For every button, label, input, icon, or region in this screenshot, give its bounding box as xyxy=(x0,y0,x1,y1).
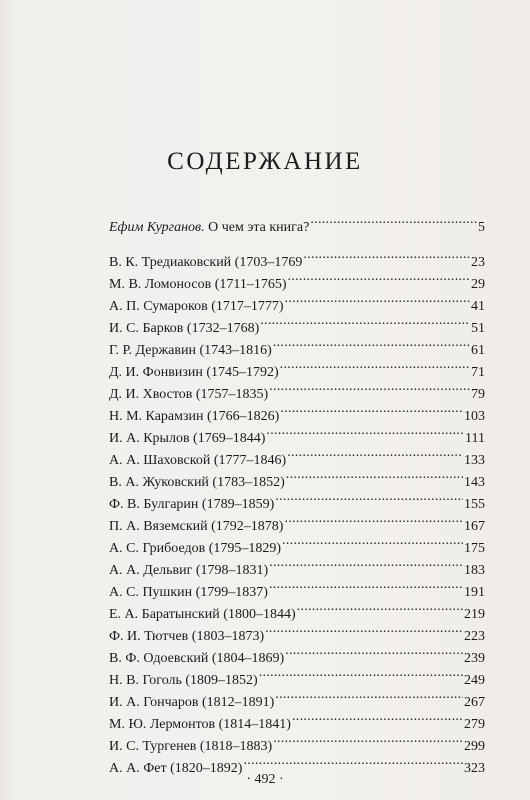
entry-page-number: 111 xyxy=(465,431,485,446)
entry-title: Ф. И. Тютчев (1803–1873) xyxy=(109,629,265,644)
entry-page-number: 133 xyxy=(464,453,485,468)
dot-leader xyxy=(280,398,463,420)
dot-leader xyxy=(297,596,463,618)
entry-page-number: 323 xyxy=(464,761,485,776)
entry-page-number: 239 xyxy=(464,651,485,666)
entry-title: В. К. Тредиаковский (1703–1769 xyxy=(109,255,303,270)
dot-leader xyxy=(266,420,464,442)
entry-page-number: 167 xyxy=(464,519,485,534)
entry-title: Д. И. Хвостов (1757–1835) xyxy=(109,387,269,402)
dot-leader xyxy=(243,750,463,772)
entry-title: А. А. Фет (1820–1892) xyxy=(109,761,243,776)
intro-author: Ефим Курганов. xyxy=(109,220,205,235)
entry-page-number: 143 xyxy=(464,475,485,490)
entry-title: П. А. Вяземский (1792–1878) xyxy=(109,519,284,534)
entry-title: Н. В. Гоголь (1809–1852) xyxy=(109,673,258,688)
entry-page-number: 223 xyxy=(464,629,485,644)
entry-page-number: 71 xyxy=(471,365,485,380)
dot-leader xyxy=(285,288,470,310)
dot-leader xyxy=(292,706,463,728)
intro-page-number: 5 xyxy=(478,220,485,235)
entry-title: М. Ю. Лермонтов (1814–1841) xyxy=(109,717,291,732)
entry-page-number: 51 xyxy=(471,321,485,336)
entry-title: В. А. Жуковский (1783–1852) xyxy=(109,475,285,490)
entry-title: Е. А. Баратынский (1800–1844) xyxy=(109,607,296,622)
dot-leader xyxy=(285,640,463,662)
dot-leader xyxy=(275,684,463,706)
entry-title: А. С. Пушкин (1799–1837) xyxy=(109,585,268,600)
entry-title: И. С. Барков (1732–1768) xyxy=(109,321,260,336)
dot-leader xyxy=(273,332,470,354)
dot-leader xyxy=(273,728,463,750)
dot-leader xyxy=(260,310,470,332)
entry-page-number: 23 xyxy=(471,255,485,270)
entry-title: В. Ф. Одоевский (1804–1869) xyxy=(109,651,285,666)
dot-leader xyxy=(284,508,463,530)
toc-entry xyxy=(109,244,485,270)
entry-page-number: 183 xyxy=(464,563,485,578)
dot-leader xyxy=(265,618,463,640)
entry-page-number: 219 xyxy=(464,607,485,622)
entry-page-number: 175 xyxy=(464,541,485,556)
entry-page-number: 41 xyxy=(471,299,485,314)
page-title: СОДЕРЖАНИЕ xyxy=(167,148,363,175)
entry-page-number: 61 xyxy=(471,343,485,358)
entry-title: А. С. Грибоедов (1795–1829) xyxy=(109,541,282,556)
entry-title: Н. М. Карамзин (1766–1826) xyxy=(109,409,280,424)
entry-page-number: 191 xyxy=(464,585,485,600)
dot-leader xyxy=(310,209,477,231)
dot-leader xyxy=(269,574,463,596)
dot-leader xyxy=(287,442,463,464)
entry-title: М. В. Ломоносов (1711–1765) xyxy=(109,277,287,292)
page-number-footer: · 492 · xyxy=(246,772,284,787)
entry-title: Д. И. Фонвизин (1745–1792) xyxy=(109,365,279,380)
entry-page-number: 103 xyxy=(464,409,485,424)
entry-title: И. А. Гончаров (1812–1891) xyxy=(109,695,275,710)
dot-leader xyxy=(259,662,463,684)
entry-title: Г. Р. Державин (1743–1816) xyxy=(109,343,272,358)
dot-leader xyxy=(269,552,463,574)
entry-title: А. А. Дельвиг (1798–1831) xyxy=(109,563,269,578)
entry-page-number: 155 xyxy=(464,497,485,512)
entry-page-number: 249 xyxy=(464,673,485,688)
entry-page-number: 29 xyxy=(471,277,485,292)
dot-leader xyxy=(286,464,463,486)
entry-page-number: 79 xyxy=(471,387,485,402)
toc-intro-entry xyxy=(109,209,485,235)
intro-title: О чем эта книга? xyxy=(204,220,310,235)
entry-page-number: 267 xyxy=(464,695,485,710)
dot-leader xyxy=(303,244,470,266)
entry-title: И. А. Крылов (1769–1844) xyxy=(109,431,266,446)
table-of-contents xyxy=(109,209,485,776)
entry-title: Ф. В. Булгарин (1789–1859) xyxy=(109,497,275,512)
entry-page-number: 299 xyxy=(464,739,485,754)
entry-title: А. П. Сумароков (1717–1777) xyxy=(109,299,284,314)
dot-leader xyxy=(280,354,470,376)
dot-leader xyxy=(282,530,463,552)
dot-leader xyxy=(269,376,470,398)
entry-page-number: 279 xyxy=(464,717,485,732)
entry-title: И. С. Тургенев (1818–1883) xyxy=(109,739,273,754)
dot-leader xyxy=(275,486,463,508)
entry-title: А. А. Шаховской (1777–1846) xyxy=(109,453,287,468)
dot-leader xyxy=(288,266,471,288)
